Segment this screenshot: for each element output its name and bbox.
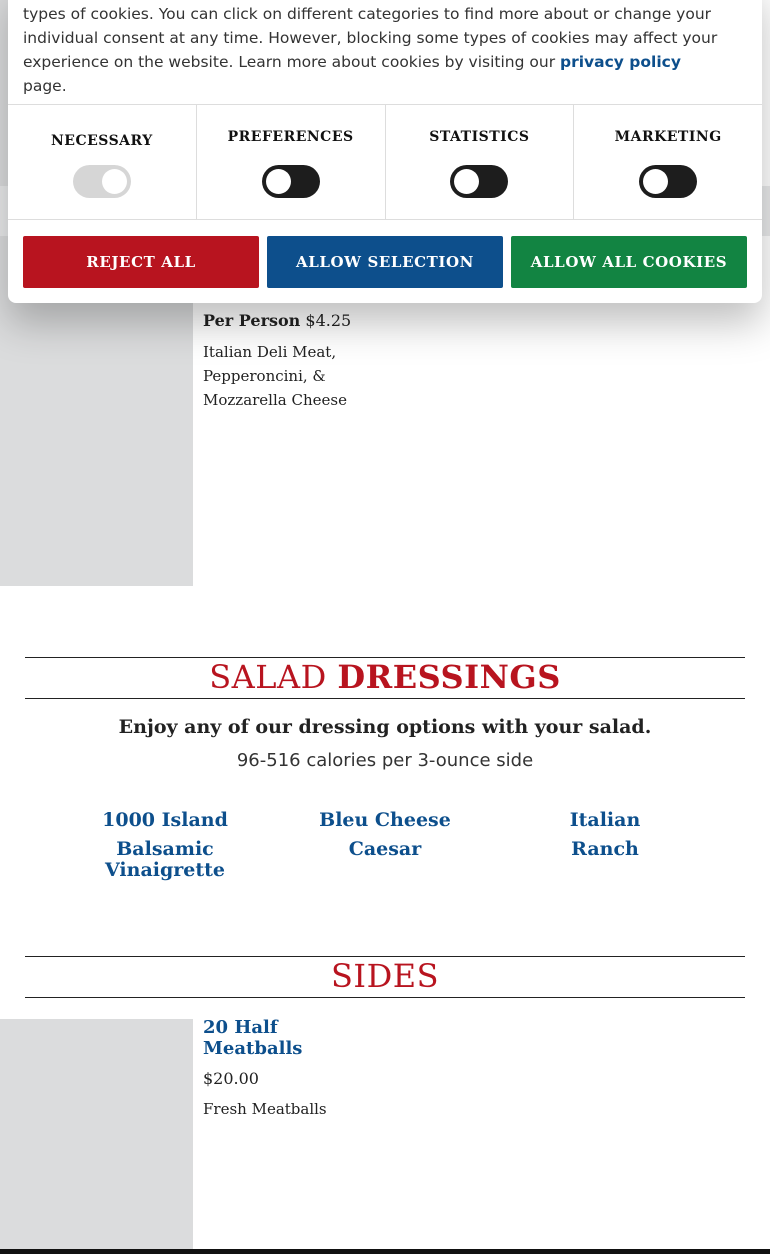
category-necessary bbox=[8, 105, 197, 219]
category-label: NECESSARY bbox=[50, 133, 153, 149]
dressing-options-grid bbox=[55, 810, 715, 881]
category-preferences bbox=[197, 105, 386, 219]
allow-all-cookies-button[interactable]: ALLOW ALL COOKIES bbox=[511, 236, 747, 288]
side-item-image bbox=[0, 1019, 193, 1254]
salad-dressings-heading bbox=[25, 657, 745, 699]
menu-item-description: Italian Deli Meat, Pepperoncini, & Mozzarella Cheese bbox=[203, 343, 347, 409]
cookie-text-line: page. bbox=[23, 77, 67, 95]
dressing-option[interactable]: Bleu Cheese bbox=[319, 809, 451, 831]
privacy-policy-link[interactable]: privacy policy bbox=[560, 53, 681, 71]
necessary-toggle bbox=[73, 165, 131, 198]
allow-selection-button[interactable]: ALLOW SELECTION bbox=[267, 236, 503, 288]
heading-bold: DRESSINGS bbox=[337, 658, 561, 696]
cookie-text-line: individual consent at any time. However, blocking some types of cookies may affect your bbox=[23, 29, 718, 47]
price-value: $4.25 bbox=[305, 311, 352, 330]
sides-heading bbox=[25, 956, 745, 998]
toggle-knob bbox=[454, 169, 479, 194]
preferences-toggle[interactable] bbox=[262, 165, 320, 198]
dressing-option[interactable]: Caesar bbox=[348, 838, 422, 860]
toggle-knob bbox=[266, 169, 291, 194]
side-item-card bbox=[203, 1017, 403, 1118]
category-label: PREFERENCES bbox=[227, 129, 354, 145]
bottom-bar bbox=[0, 1249, 770, 1254]
marketing-toggle[interactable] bbox=[639, 165, 697, 198]
cookie-description bbox=[23, 2, 723, 98]
sides-title: SIDES bbox=[331, 957, 439, 995]
dressing-option[interactable]: Ranch bbox=[571, 838, 639, 860]
cookie-categories bbox=[8, 104, 762, 220]
side-item-description: Fresh Meatballs bbox=[203, 1100, 327, 1118]
statistics-toggle[interactable] bbox=[450, 165, 508, 198]
side-item-name[interactable]: 20 Half Meatballs bbox=[203, 1017, 303, 1059]
category-label: MARKETING bbox=[614, 129, 722, 145]
cookie-text-line: experience on the website. Learn more about cookies by visiting our bbox=[23, 53, 560, 71]
dressings-calories: 96-516 calories per 3-ounce side bbox=[236, 750, 534, 771]
reject-all-button[interactable]: REJECT ALL bbox=[23, 236, 259, 288]
dressing-option[interactable]: 1000 Island bbox=[102, 809, 228, 831]
toggle-knob bbox=[643, 169, 668, 194]
toggle-knob bbox=[102, 169, 127, 194]
cookie-buttons bbox=[23, 236, 747, 288]
heading-light: SALAD bbox=[209, 658, 327, 696]
cookie-consent-dialog bbox=[8, 0, 762, 303]
dressing-option[interactable]: Italian bbox=[569, 809, 641, 831]
category-marketing bbox=[574, 105, 762, 219]
side-item-price: $20.00 bbox=[203, 1069, 259, 1088]
dressings-intro: Enjoy any of our dressing options with your salad. bbox=[118, 716, 652, 738]
price-label: Per Person bbox=[203, 311, 301, 330]
dressing-option[interactable]: Balsamic Vinaigrette bbox=[105, 838, 225, 881]
category-label: STATISTICS bbox=[429, 129, 530, 145]
category-statistics bbox=[386, 105, 575, 219]
menu-item-price-line bbox=[203, 311, 403, 330]
cookie-text-line: types of cookies. You can click on different categories to find more about or change your bbox=[23, 5, 712, 23]
